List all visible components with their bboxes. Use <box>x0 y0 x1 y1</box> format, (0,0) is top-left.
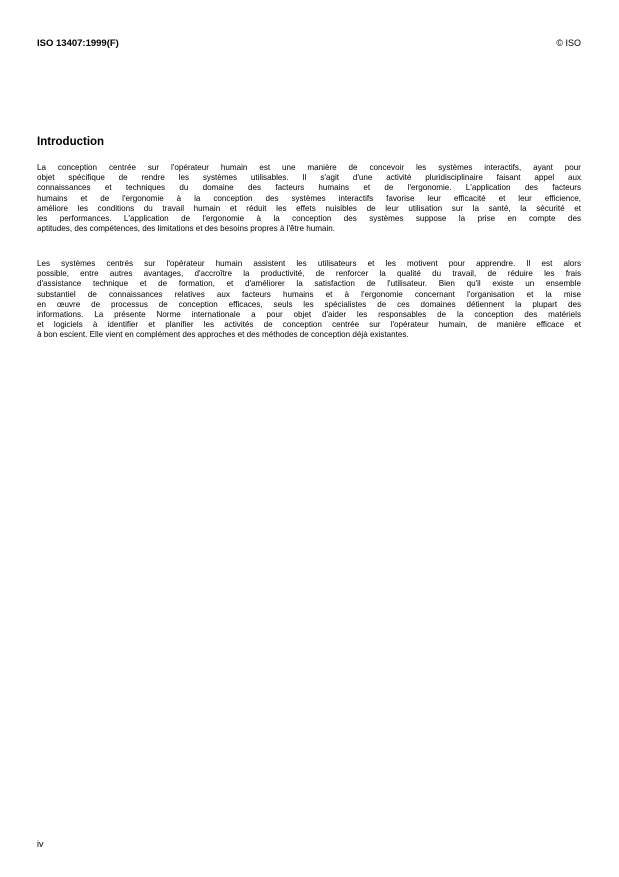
text-line: connaissances et techniques du domaine des facteurs humains et de l'ergonomie. L'application des facteurs <box>37 183 581 193</box>
paragraph-1 <box>37 163 581 234</box>
text-line: et logiciels à identifier et planifier les activités de conception centrée sur l'opérateur humain, de manière efficace et <box>37 320 581 330</box>
text-line: aptitudes, des compétences, des limitations et des besoins propres à l'être humain. <box>37 224 336 234</box>
section-heading: Introduction <box>37 136 105 148</box>
text-line: d'assistance technique et de formation, et d'améliorer la satisfaction de l'utilisateur. Bien qu'il existe un ensemble <box>37 279 581 289</box>
text-line: La conception centrée sur l'opérateur humain est une manière de concevoir les systèmes interactifs, ayant pour <box>37 163 581 172</box>
text-line: possible, entre autres avantages, d'accroître la productivité, de renforcer la qualité du travail, de réduire les frais <box>37 269 581 279</box>
text-line: améliore les conditions du travail humain et réduit les effets nuisibles de leur utilisation sur la santé, la sécurité et <box>37 203 581 213</box>
text-line: humains et de l'ergonomie à la conception des systèmes interactifs favorise leur efficacité et leur efficience, <box>37 193 581 203</box>
text-line: à bon escient. Elle vient en complément des approches et des méthodes de conception déjà existantes. <box>37 330 409 340</box>
copyright-notice: © ISO <box>556 38 581 48</box>
page-number: iv <box>37 839 44 849</box>
text-line: Les systèmes centrés sur l'opérateur humain assistent les utilisateurs et les motivent pour apprendre. Il est alors <box>37 259 581 268</box>
text-line: en œuvre de processus de conception efficaces, seuls les spécialistes de ces domaines détiennent la plupart des <box>37 299 581 309</box>
text-line: substantiel de connaissances relatives aux facteurs humains et à l'ergonomie concernant l'organisation et la mise <box>37 289 581 299</box>
standard-identifier: ISO 13407:1999(F) <box>37 38 119 49</box>
text-line: les performances. L'application de l'ergonomie à la conception des systèmes suppose la prise en compte des <box>37 214 581 224</box>
paragraph-2 <box>37 259 581 341</box>
text-line: objet spécifique de rendre les systèmes utilisables. Il s'agit d'une activité pluridisciplinaire faisant appel aux <box>37 173 581 183</box>
text-line: informations. La présente Norme internationale a pour objet d'aider les responsables de la conception des matériels <box>37 310 581 320</box>
